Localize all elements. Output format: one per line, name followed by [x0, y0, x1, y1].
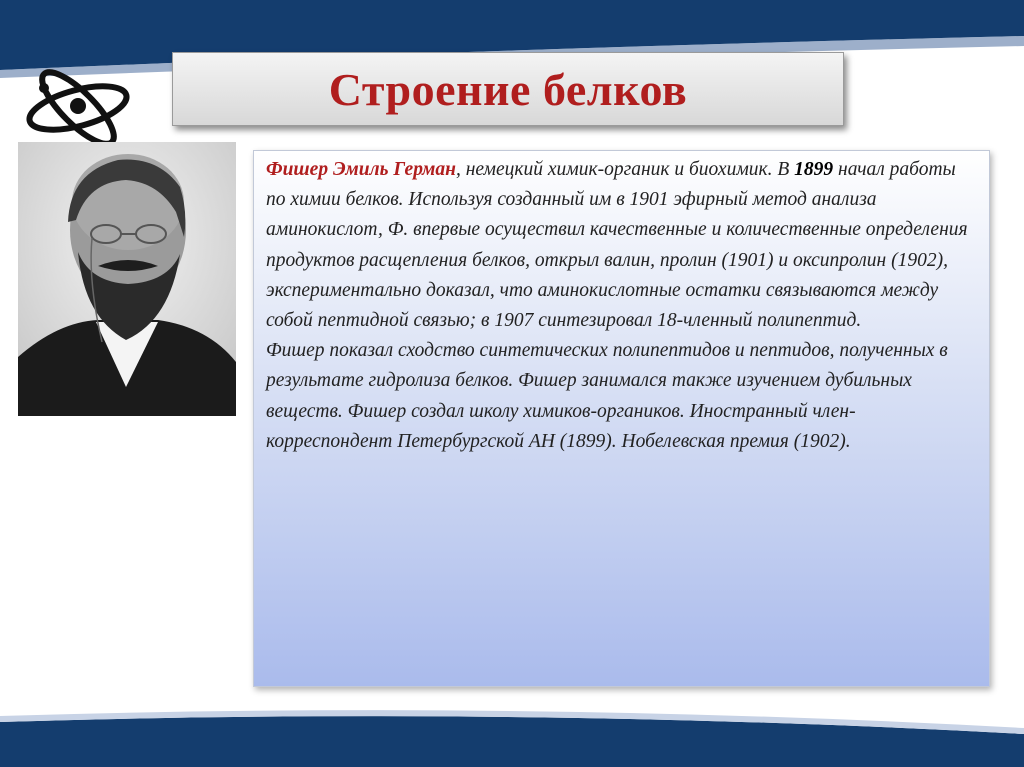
portrait-photo — [18, 142, 236, 416]
highlight-year: 1899 — [794, 159, 834, 180]
atom-logo-icon — [22, 68, 134, 144]
biography-panel — [253, 150, 990, 687]
title-box — [172, 52, 844, 126]
biography-paragraph-2: Фишер показал сходство синтетических полипептидов и пептидов, полученных в результате гидролиза белков. Фишер занимался также изучением дубильных веществ. Фишер создал школу химиков-органиков. Иностранный член-корреспондент Петербургской АН (1899). Нобелевская премия (1902). — [266, 340, 948, 452]
footer-band — [0, 700, 1024, 767]
bio-text-main: начал работы по химии белков. Используя созданный им в 1901 эфирный метод анализа аминокислот, Ф. впервые осуществил качественные и количественные определения продуктов расщепления белков, открыл валин, пролин (1901) и оксипролин (1902), экспериментально доказал, что аминокислотные остатки связываются между собой пептидной связью; в 1907 синтезировал 18-членный полипептид. — [266, 159, 968, 332]
scientist-name: Фишер Эмиль Герман — [266, 159, 456, 180]
portrait-icon — [18, 142, 236, 416]
slide-title: Строение белков — [328, 63, 688, 115]
biography-paragraph-1 — [266, 155, 979, 336]
bio-text-intro: , немецкий химик-органик и биохимик. В — [455, 159, 795, 180]
